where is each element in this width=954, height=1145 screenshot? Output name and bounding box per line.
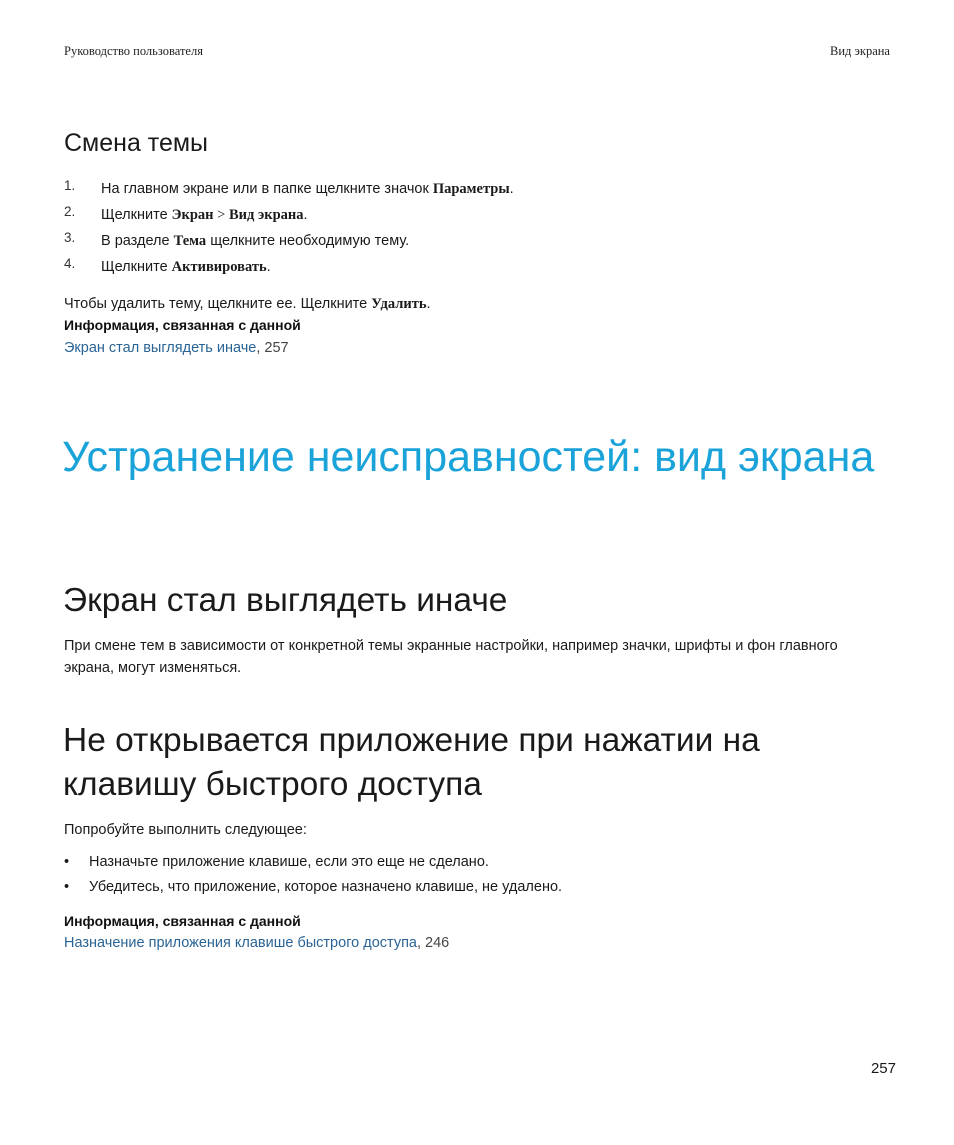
change-theme-heading: Смена темы (64, 129, 209, 157)
step-number: 1. (64, 178, 76, 193)
related-page-ref: , 257 (256, 340, 289, 356)
section-title-screen-changed: Экран стал выглядеть иначе (63, 582, 508, 619)
section-body-screen-changed: При смене тем в зависимости от конкретной темы экранные настройки, например значки, шрифты и фон главного экрана, могут изменяться. (64, 638, 838, 676)
related-link-screen-looks-different[interactable]: Экран стал выглядеть иначе (64, 340, 257, 356)
related-page-ref: , 246 (417, 935, 450, 951)
delete-theme-note: Чтобы удалить тему, щелкните ее. Щелкните Удалить. (64, 296, 431, 312)
ui-term-delete: Удалить (371, 296, 427, 312)
ui-term-settings: Параметры (432, 181, 510, 197)
step-text: В разделе Тема щелкните необходимую тему. (101, 233, 410, 249)
section-title-shortcut-key: Не открывается приложение при нажатии на клавишу быстрого доступа (63, 722, 760, 803)
related-info-title: Информация, связанная с данной (64, 913, 301, 929)
running-header-right: Вид экрана (830, 44, 890, 58)
ui-term-activate: Активировать (171, 259, 267, 275)
running-header-left: Руководство пользователя (64, 44, 203, 58)
step-text: Щелкните Экран > Вид экрана. (101, 207, 308, 223)
step-number: 3. (64, 230, 76, 245)
section-intro-try: Попробуйте выполнить следующее: (64, 822, 307, 838)
step-number: 4. (64, 256, 76, 271)
ui-term-screen-view: Вид экрана (228, 207, 304, 223)
page-number: 257 (870, 1060, 896, 1077)
step-number: 2. (64, 204, 76, 219)
related-info-entry (64, 340, 289, 356)
related-info-title: Информация, связанная с данной (64, 317, 301, 333)
bullet-mark: • (64, 854, 70, 870)
step-text: На главном экране или в папке щелкните значок Параметры. (101, 181, 514, 197)
list-item-text: Убедитесь, что приложение, которое назначено клавише, не удалено. (89, 879, 563, 895)
related-info-entry (64, 935, 449, 951)
step-text: Щелкните Активировать. (101, 259, 271, 275)
ui-term-screen: Экран (171, 207, 214, 223)
list-item-text: Назначьте приложение клавише, если это еще не сделано. (89, 854, 489, 870)
related-link-assign-shortcut[interactable]: Назначение приложения клавише быстрого доступа (64, 935, 417, 951)
chapter-title: Устранение неисправностей: вид экрана (62, 433, 875, 481)
ui-term-theme: Тема (173, 233, 207, 249)
bullet-mark: • (64, 879, 70, 895)
